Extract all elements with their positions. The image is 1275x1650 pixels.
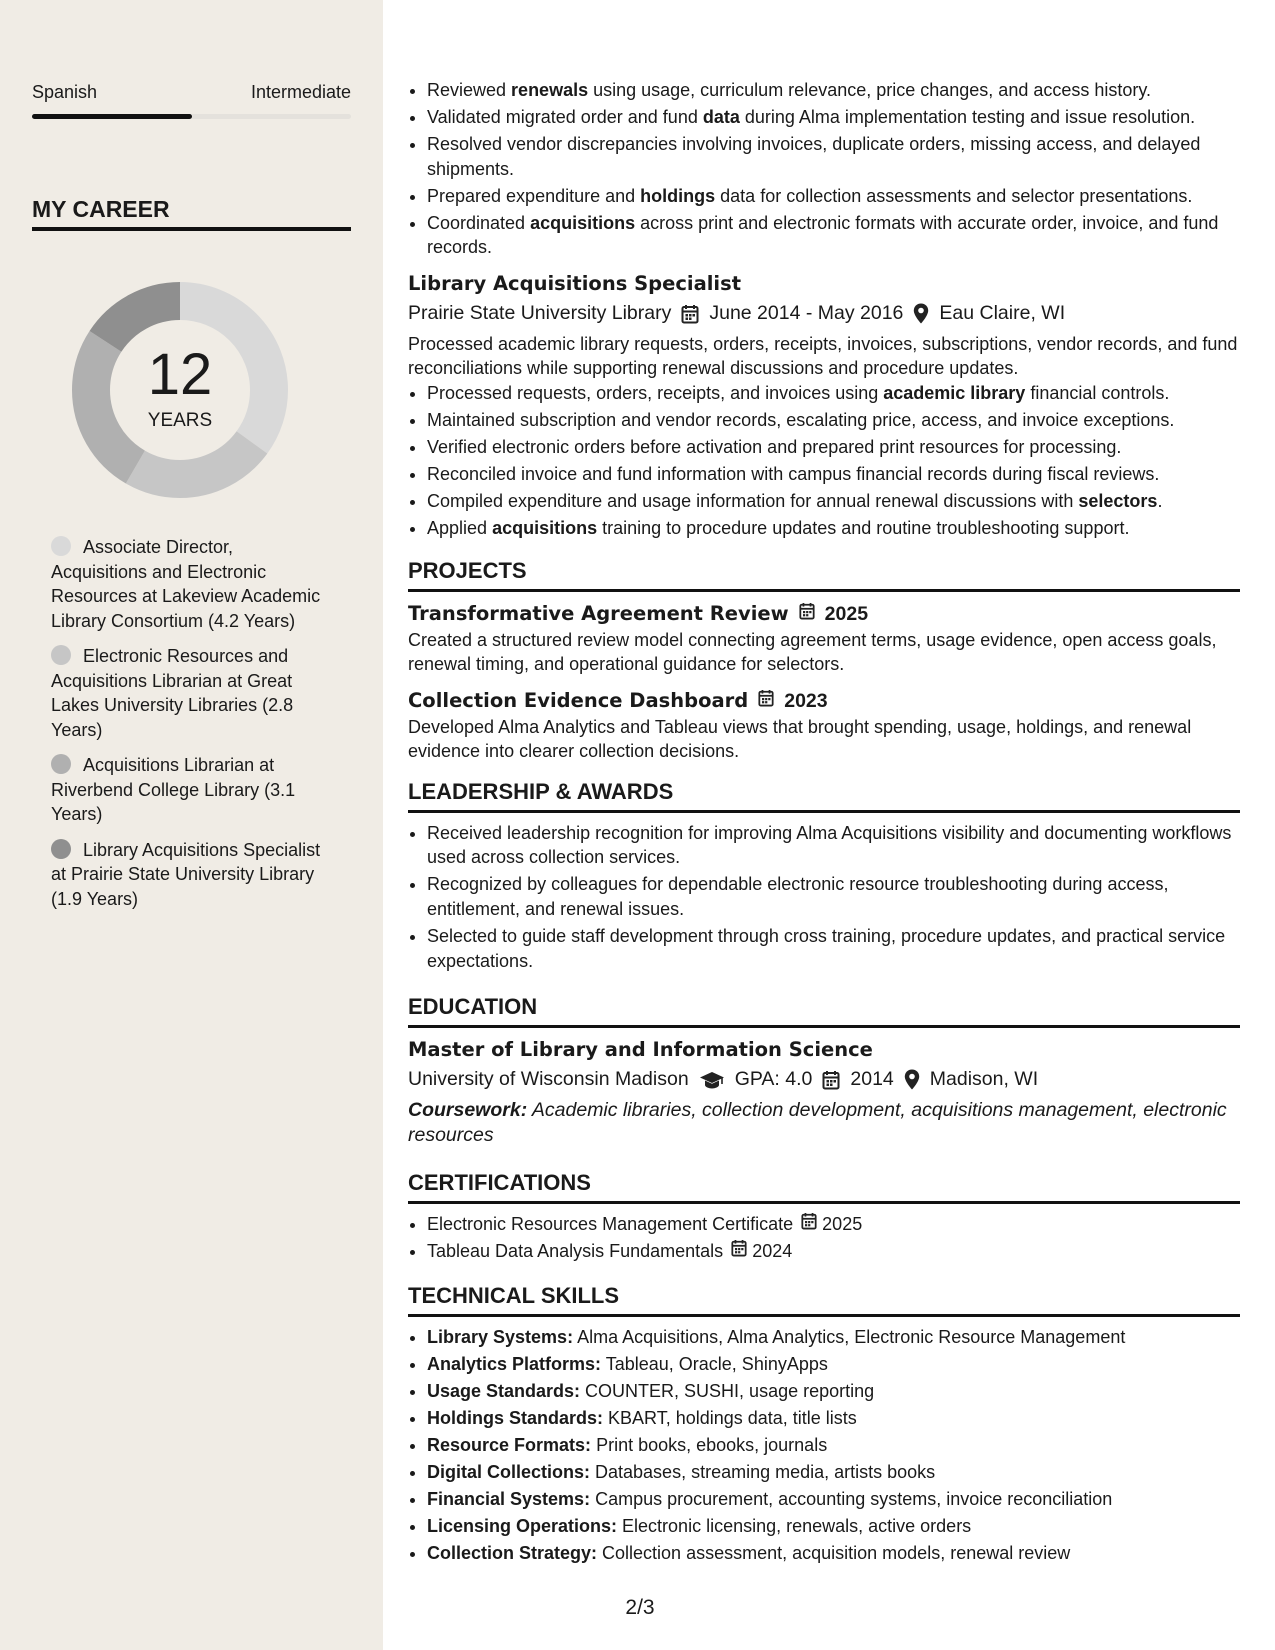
education-meta — [408, 1064, 1240, 1094]
map-pin-icon — [913, 298, 929, 328]
bullet-text: Compiled expenditure and usage information for annual renewal discussions with — [427, 491, 1079, 512]
skill-value: Print books, ebooks, journals — [591, 1435, 828, 1455]
bullet-text: Applied — [427, 518, 493, 539]
bullet-text: Reconciled invoice and fund information with campus financial records during fiscal reviews. — [427, 464, 1160, 485]
projects-list — [408, 600, 1240, 764]
calendar-icon — [681, 298, 699, 328]
language-proficiency-bar — [32, 114, 351, 119]
career-item-text: Acquisitions Librarian at Riverbend College Library (3.1 Years) — [51, 755, 296, 824]
skills-heading: TECHNICAL SKILLS — [408, 1282, 1240, 1317]
career-item-text: Library Acquisitions Specialist at Prairie State University Library (1.9 Years) — [51, 839, 321, 909]
degree-title: Master of Library and Information Science — [408, 1038, 873, 1062]
calendar-icon — [801, 1212, 817, 1237]
certification-item — [427, 1212, 1240, 1237]
leadership-item: • Selected to guide staff development through cross training, procedure updates, and practical service expectations. — [427, 924, 1240, 973]
bullet-emphasis: data — [702, 107, 740, 128]
skill-label: Licensing Operations: — [427, 1516, 618, 1537]
calendar-icon — [731, 1239, 747, 1264]
leadership-heading: LEADERSHIP & AWARDS — [408, 778, 1240, 813]
experience-bullet — [427, 211, 1240, 260]
legend-dot — [51, 645, 71, 665]
language-proficiency-fill — [32, 114, 192, 119]
bullet-text: during Alma implementation testing and issue resolution. — [739, 107, 1196, 128]
experience-bullet — [427, 132, 1240, 181]
skill-item — [427, 1379, 1240, 1404]
project-title — [408, 600, 1240, 628]
certification-year: 2025 — [822, 1214, 863, 1235]
bullet-emphasis: acquisitions — [530, 212, 636, 233]
certification-name: Tableau Data Analysis Fundamentals — [427, 1241, 724, 1262]
skill-label: Financial Systems: — [427, 1489, 591, 1510]
job-bullet-list — [408, 381, 1240, 541]
career-legend — [51, 535, 321, 922]
certification-year: 2024 — [752, 1241, 793, 1262]
job-title: Library Acquisitions Specialist — [408, 271, 742, 295]
bullet-text: using usage, curriculum relevance, price changes, and access history. — [588, 80, 1152, 100]
project-year: 2025 — [824, 602, 869, 625]
job-bullet — [427, 408, 1240, 433]
skill-value: COUNTER, SUSHI, usage reporting — [580, 1380, 875, 1401]
skill-value: Collection assessment, acquisition models, renewal review — [597, 1543, 1071, 1564]
bullet-text: Processed requests, orders, receipts, and invoices using — [427, 382, 884, 403]
certifications-heading: CERTIFICATIONS — [408, 1169, 1240, 1204]
career-item-text: Associate Director, Acquisitions and Electronic Resources at Lakeview Academic Library Consortium (4.2 Years) — [51, 537, 321, 631]
job-summary: Processed academic library requests, orders, receipts, invoices, subscriptions, vendor records, and fund reconciliations while supporting renewal discussions and procedure updates. — [408, 333, 1238, 379]
skill-value: KBART, holdings data, title lists — [603, 1407, 857, 1428]
bullet-emphasis: renewals — [511, 80, 589, 100]
skills-list — [408, 1325, 1240, 1566]
map-pin-icon — [904, 1064, 920, 1094]
project-description: Developed Alma Analytics and Tableau views that brought spending, usage, holdings, and renewal evidence into clearer collection decisions. — [408, 716, 1192, 762]
skill-label: Digital Collections: — [427, 1462, 591, 1483]
bullet-text: data for collection assessments and selector presentations. — [715, 185, 1193, 206]
skill-item — [427, 1433, 1240, 1458]
graduation-year: 2014 — [850, 1068, 894, 1091]
bullet-text: Maintained subscription and vendor records, escalating price, access, and invoice exceptions. — [427, 409, 1175, 430]
graduation-cap-icon — [699, 1064, 725, 1094]
career-item — [51, 753, 321, 827]
skill-label: Collection Strategy: — [427, 1543, 598, 1564]
job-meta — [408, 298, 1240, 328]
skill-item — [427, 1514, 1240, 1539]
job-bullet — [427, 381, 1240, 406]
project-year: 2023 — [784, 689, 828, 712]
language-level: Intermediate — [250, 82, 351, 102]
main-content — [408, 78, 1240, 1568]
education-location: Madison, WI — [929, 1068, 1039, 1091]
job-location: Eau Claire, WI — [939, 301, 1066, 324]
career-heading: MY CAREER — [32, 196, 351, 231]
bullet-emphasis: selectors — [1078, 491, 1158, 512]
legend-dot — [51, 754, 71, 774]
certifications-list — [408, 1212, 1240, 1264]
skill-item — [427, 1541, 1240, 1566]
job-bullet — [427, 462, 1240, 487]
skill-item — [427, 1460, 1240, 1485]
bullet-text: Resolved vendor discrepancies involving invoices, duplicate orders, missing access, and delayed shipments. — [427, 134, 1201, 179]
school-name: University of Wisconsin Madison — [408, 1068, 689, 1091]
projects-heading: PROJECTS — [408, 557, 1240, 592]
bullet-text: across print and electronic formats with accurate order, invoice, and fund records. — [427, 212, 1219, 258]
career-item — [51, 644, 321, 742]
skill-item — [427, 1487, 1240, 1512]
project-name: Transformative Agreement Review — [408, 601, 789, 625]
page-number: 2/3 — [625, 1596, 655, 1619]
career-item-text: Electronic Resources and Acquisitions Librarian at Great Lakes University Libraries (2.8 Years) — [51, 646, 294, 740]
bullet-text: Prepared expenditure and — [427, 185, 641, 206]
leadership-item: • Recognized by colleagues for dependable electronic resource troubleshooting during access, entitlement, and renewal issues. — [427, 872, 1240, 921]
legend-dot — [51, 536, 71, 556]
coursework-text: Academic libraries, collection development, acquisitions management, electronic resources — [408, 1099, 1227, 1146]
gpa: GPA: 4.0 — [734, 1068, 813, 1091]
career-item — [51, 838, 321, 912]
skill-item — [427, 1325, 1240, 1350]
bullet-text: Reviewed — [427, 80, 512, 100]
skill-value: Alma Acquisitions, Alma Analytics, Electronic Resource Management — [573, 1326, 1126, 1347]
leadership-item: • Received leadership recognition for improving Alma Acquisitions visibility and documenting workflows used across collection services. — [427, 821, 1240, 870]
project-description: Created a structured review model connecting agreement terms, usage evidence, open access goals, renewal timing, and operational guidance for selectors. — [408, 629, 1217, 675]
skill-label: Usage Standards: — [427, 1380, 581, 1401]
career-total-unit: YEARS — [147, 410, 213, 431]
bullet-emphasis: holdings — [640, 185, 716, 206]
coursework — [408, 1098, 1240, 1147]
experience-bullet — [427, 105, 1240, 130]
job-org: Prairie State University Library — [408, 301, 672, 324]
career-item — [51, 535, 321, 633]
skill-label: Holdings Standards: — [427, 1407, 604, 1428]
skill-value: Electronic licensing, renewals, active orders — [617, 1516, 972, 1537]
job-bullet — [427, 489, 1240, 514]
job-bullet — [427, 435, 1240, 460]
skill-item — [427, 1352, 1240, 1377]
skill-label: Resource Formats: — [427, 1435, 592, 1455]
certification-name: Electronic Resources Management Certificate — [427, 1214, 794, 1235]
bullet-emphasis: academic library — [883, 382, 1026, 403]
experience-bullet — [427, 184, 1240, 209]
project-title — [408, 687, 1240, 715]
experience-continued-list — [408, 78, 1240, 260]
calendar-icon — [822, 1064, 840, 1094]
bullet-text: training to procedure updates and routine troubleshooting support. — [597, 518, 1130, 539]
language-name: Spanish — [32, 82, 98, 102]
language-row — [32, 82, 351, 103]
project-name: Collection Evidence Dashboard — [408, 688, 749, 712]
certification-date — [731, 1239, 792, 1264]
bullet-text: financial controls. — [1025, 382, 1170, 403]
skill-value: Campus procurement, accounting systems, invoice reconciliation — [590, 1489, 1113, 1510]
calendar-icon — [799, 600, 815, 628]
career-donut-chart — [62, 272, 298, 508]
legend-dot — [51, 839, 71, 859]
skill-label: Analytics Platforms: — [427, 1353, 602, 1374]
bullet-text: Coordinated — [427, 212, 531, 233]
coursework-label: Coursework: — [408, 1099, 528, 1122]
bullet-emphasis: acquisitions — [492, 518, 598, 539]
skill-value: Tableau, Oracle, ShinyApps — [601, 1353, 828, 1374]
bullet-text: Verified electronic orders before activation and prepared print resources for processing. — [427, 437, 1122, 458]
bullet-text: Validated migrated order and fund — [427, 107, 703, 128]
skill-value: Databases, streaming media, artists books — [590, 1462, 936, 1483]
sidebar — [0, 0, 383, 1650]
bullet-text: . — [1157, 491, 1163, 512]
certification-date — [801, 1212, 862, 1237]
skill-label: Library Systems: — [427, 1326, 574, 1347]
experience-bullet — [427, 78, 1240, 103]
certification-item — [427, 1239, 1240, 1264]
job-dates: June 2014 - May 2016 — [709, 301, 904, 324]
leadership-list — [408, 821, 1240, 973]
career-total-years: 12 — [147, 342, 213, 407]
skill-item — [427, 1406, 1240, 1431]
calendar-icon — [758, 687, 774, 715]
job-bullet — [427, 516, 1240, 541]
education-heading: EDUCATION — [408, 993, 1240, 1028]
